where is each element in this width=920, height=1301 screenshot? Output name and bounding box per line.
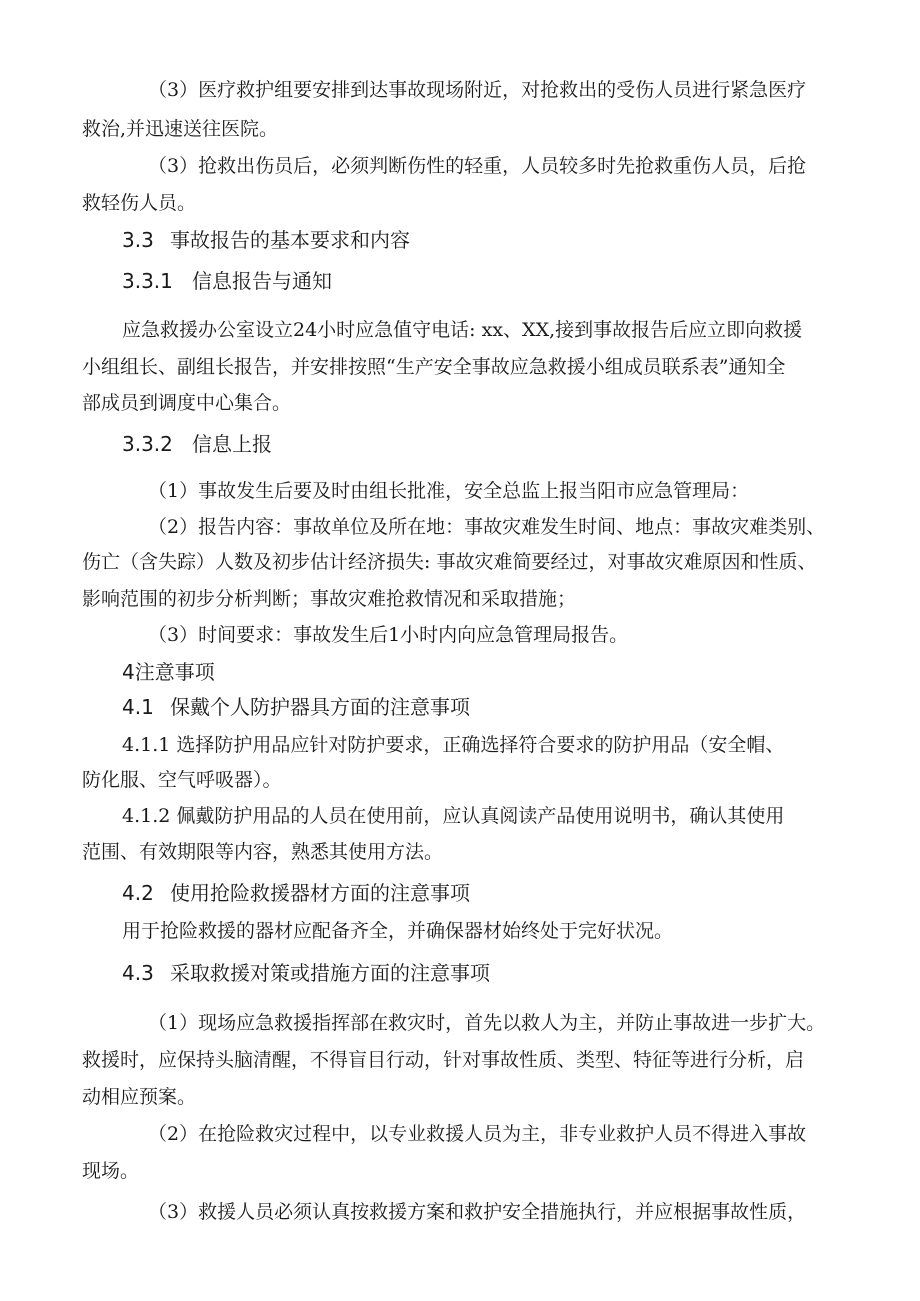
- paragraph-line: 现场。: [82, 1160, 140, 1182]
- section-heading-4-2: [122, 880, 470, 906]
- section-title: 采取救援对策或措施方面的注意事项: [170, 961, 490, 985]
- section-heading-4-1: [122, 694, 470, 720]
- section-heading-3-3-1: [122, 268, 332, 294]
- paragraph-line: 动相应预案。: [82, 1086, 197, 1108]
- paragraph-line: 应急救援办公室设立24小时应急值守电话: xx、XX,接到事故报告后应立即向救援: [122, 319, 803, 341]
- paragraph-line: 4.1.1 选择防护用品应针对防护要求，正确选择符合要求的防护用品（安全帽、: [122, 734, 785, 756]
- section-title: 使用抢险救援器材方面的注意事项: [170, 881, 470, 905]
- section-number: 3.3: [122, 228, 154, 252]
- paragraph-line: （1）事故发生后要及时由组长批准，安全总监上报当阳市应急管理局：: [148, 480, 750, 502]
- section-title: 信息上报: [192, 432, 272, 456]
- section-title: 保戴个人防护器具方面的注意事项: [170, 695, 470, 719]
- paragraph-line: 影响范围的初步分析判断；事故灾难抢救情况和采取措施；: [82, 588, 577, 610]
- section-heading-4: 4注意事项: [122, 660, 215, 684]
- section-heading-3-3: [122, 227, 410, 253]
- paragraph-line: 救治,并迅速送往医院。: [82, 118, 279, 140]
- paragraph-line: 救轻伤人员。: [82, 192, 197, 214]
- section-heading-4-3: [122, 960, 490, 986]
- paragraph-line: （2）在抢险救灾过程中，以专业救援人员为主，非专业救护人员不得进入事故: [148, 1123, 807, 1145]
- section-number: 4.2: [122, 881, 154, 905]
- section-number: 4.3: [122, 961, 154, 985]
- section-number: 3.3.1: [122, 269, 173, 293]
- section-number: 4.1: [122, 695, 154, 719]
- paragraph-line: 救援时，应保持头脑清醒，不得盲目行动，针对事故性质、类型、特征等进行分析，启: [82, 1049, 805, 1071]
- section-number: 3.3.2: [122, 432, 173, 456]
- section-title: 信息报告与通知: [192, 269, 332, 293]
- paragraph-line: 伤亡（含失踪）人数及初步估计经济损失: 事故灾难简要经过，对事故灾难原因和性质、: [82, 551, 817, 573]
- paragraph-line: （3）抢救出伤员后，必须判断伤性的轻重，人员较多时先抢救重伤人员，后抢: [148, 155, 807, 177]
- paragraph-line: 防化服、空气呼吸器）。: [82, 769, 282, 791]
- section-title: 事故报告的基本要求和内容: [170, 228, 410, 252]
- paragraph-line: 小组组长、副组长报告，并安排按照“生产安全事故应急救援小组成员联系表”通知全: [82, 356, 786, 378]
- paragraph-line: 4.1.2 佩戴防护用品的人员在使用前，应认真阅读产品使用说明书，确认其使用: [122, 805, 785, 827]
- paragraph-line: 范围、有效期限等内容，熟悉其使用方法。: [82, 841, 444, 863]
- paragraph-line: （2）报告内容：事故单位及所在地：事故灾难发生时间、地点：事故灾难类别、: [148, 516, 826, 538]
- paragraph-line: （3）医疗救护组要安排到达事故现场附近，对抢救出的受伤人员进行紧急医疗: [148, 79, 807, 101]
- paragraph-line: 部成员到调度中心集合。: [82, 392, 292, 414]
- paragraph-line: （1）现场应急救援指挥部在救灾时，首先以救人为主，并防止事故进一步扩大。: [148, 1012, 826, 1034]
- paragraph-line: （3）救援人员必须认真按救援方案和救护安全措施执行，并应根据事故性质，: [148, 1201, 807, 1223]
- section-heading-3-3-2: [122, 431, 272, 457]
- paragraph-line: （3）时间要求：事故发生后1小时内向应急管理局报告。: [148, 624, 629, 646]
- paragraph-line: 用于抢险救援的器材应配备齐全，并确保器材始终处于完好状况。: [122, 920, 674, 942]
